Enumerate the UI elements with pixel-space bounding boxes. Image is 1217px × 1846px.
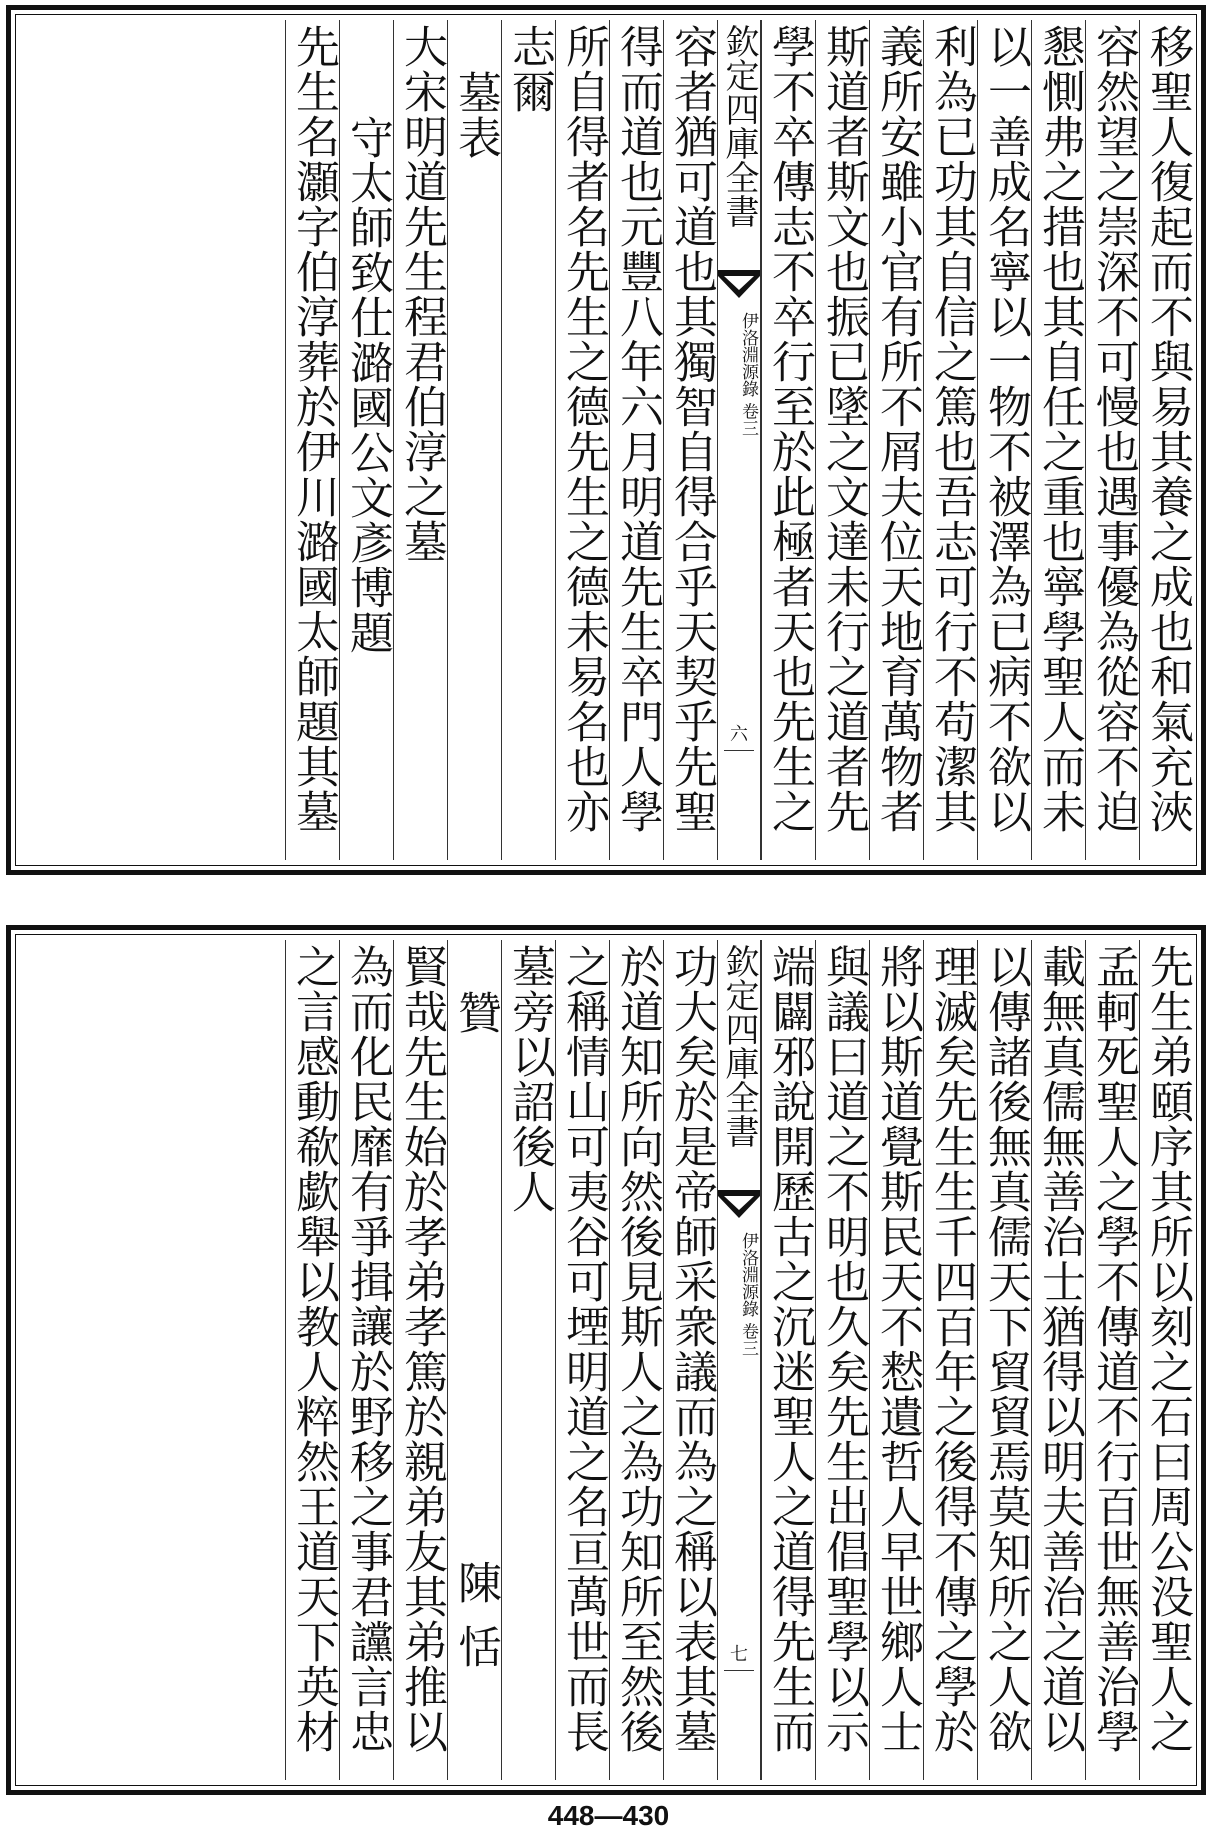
margin-divider [724,1670,754,1671]
text-column: 與議曰道之不明也久矣先生出倡聖學以示 [818,944,869,1754]
margin-page-number: 六 [730,724,748,745]
top-column-l2 [609,20,663,860]
margin-book-title [722,312,756,436]
text-column: 孟軻死聖人之學不傳道不行百世無善治學 [1088,944,1139,1754]
bottom-column-r5 [923,940,977,1780]
text-column: 義所安雖小官有所不屑夫位天地育萬物者 [872,24,923,834]
bottom-column-l3 [555,940,609,1780]
bottom-column-r8 [761,940,815,1780]
margin-volume: 卷三 [738,402,758,437]
top-column-l3 [555,20,609,860]
top-column-r5 [923,20,977,860]
text-column: 之稱情山可夷谷可堙明道之名亘萬世而長 [558,944,609,1754]
bottom-column-l4 [501,940,555,1780]
author-line: 守太師致仕潞國公文彥博題 [342,115,393,655]
top-margin-column [717,20,761,860]
top-page-frame [6,5,1206,875]
text-column: 以一善成名寧以一物不被澤為已病不欲以 [980,24,1031,834]
text-column: 理滅矣先生生千四百年之後得不傳之學於 [926,944,977,1754]
fish-tail-icon [718,270,760,304]
section-heading: 贊 [450,990,501,1035]
text-column: 載無真儒無善治士猶得以明夫善治之道以 [1034,944,1085,1754]
text-column: 端闢邪說開歷古之沉迷聖人之道得先生而 [764,944,815,1754]
text-column: 所自得者名先生之德先生之德未易名也亦 [558,24,609,834]
margin-book-title [722,1232,756,1356]
top-column-l5 [447,20,501,860]
top-column-r6 [869,20,923,860]
bottom-column-l1 [663,940,717,1780]
text-column: 墓旁以詔後人 [504,944,555,1214]
top-column-l1 [663,20,717,860]
author-line: 陳恬 [450,1560,501,1688]
top-column-r8 [761,20,815,860]
text-column: 得而道也元豐八年六月明道先生卒門人學 [612,24,663,834]
text-column: 之言感動欷歔舉以教人粹然王道天下英材 [288,944,339,1754]
footer-page-number: 448—430 [547,1800,670,1831]
margin-title: 欽定四庫全書 [719,24,759,228]
text-column: 先生名灝字伯淳葬於伊川潞國太師題其墓 [288,24,339,834]
margin-divider [724,750,754,751]
margin-title: 欽定四庫全書 [719,944,759,1148]
text-column: 賢哉先生始於孝弟孝篤於親弟友其弟推以 [396,944,447,1754]
bottom-column-l5 [447,940,501,1780]
text-column: 斯道者斯文也振已墜之文達未行之道者先 [818,24,869,834]
bottom-column-r7 [815,940,869,1780]
text-column: 先生弟頤序其所以刻之石曰周公没聖人之 [1142,944,1193,1754]
top-column-r1 [1139,20,1193,860]
margin-book-name: 伊洛淵源錄 [738,1232,758,1317]
top-column-r7 [815,20,869,860]
text-column: 志爾 [504,24,555,114]
margin-page-number: 七 [730,1644,748,1665]
text-column: 學不卒傳志不卒行至於此極者天也先生之 [764,24,815,834]
top-column-l8 [285,20,339,860]
top-column-r3 [1031,20,1085,860]
margin-volume: 卷三 [738,1322,758,1357]
top-column-l7 [339,20,393,860]
top-column-r4 [977,20,1031,860]
bottom-column-r4 [977,940,1031,1780]
text-column: 於道知所向然後見斯人之為功知所至然後 [612,944,663,1754]
text-column: 以傳諸後無真儒天下貿貿焉莫知所之人欲 [980,944,1031,1754]
text-column: 懇惻弗之措也其自任之重也寧學聖人而未 [1034,24,1085,834]
top-column-l4 [501,20,555,860]
bottom-column-r2 [1085,940,1139,1780]
text-column: 移聖人復起而不與易其養之成也和氣充浹 [1142,24,1193,834]
bottom-column-r1 [1139,940,1193,1780]
bottom-column-l6 [393,940,447,1780]
text-column: 將以斯道覺斯民天不慭遺哲人早世鄉人士 [872,944,923,1754]
text-column: 容然望之崇深不可慢也遇事優為從容不迫 [1088,24,1139,834]
bottom-column-r6 [869,940,923,1780]
bottom-column-l8 [285,940,339,1780]
text-column: 為而化民靡有爭揖讓於野移之事君讜言忠 [342,944,393,1754]
section-heading: 墓表 [450,70,501,160]
bottom-column-r3 [1031,940,1085,1780]
bottom-margin-column [717,940,761,1780]
bottom-page-frame [6,925,1206,1795]
bottom-column-l7 [339,940,393,1780]
top-column-l6 [393,20,447,860]
bottom-column-l2 [609,940,663,1780]
text-column: 容者猶可道也其獨智自得合乎天契乎先聖 [666,24,717,834]
top-column-r2 [1085,20,1139,860]
text-column: 大宋明道先生程君伯淳之墓 [396,24,447,564]
text-column: 功大矣於是帝師采衆議而為之稱以表其墓 [666,944,717,1754]
margin-book-name: 伊洛淵源錄 [738,312,758,397]
text-column: 利為已功其自信之篤也吾志可行不苟潔其 [926,24,977,834]
fish-tail-icon [718,1190,760,1224]
